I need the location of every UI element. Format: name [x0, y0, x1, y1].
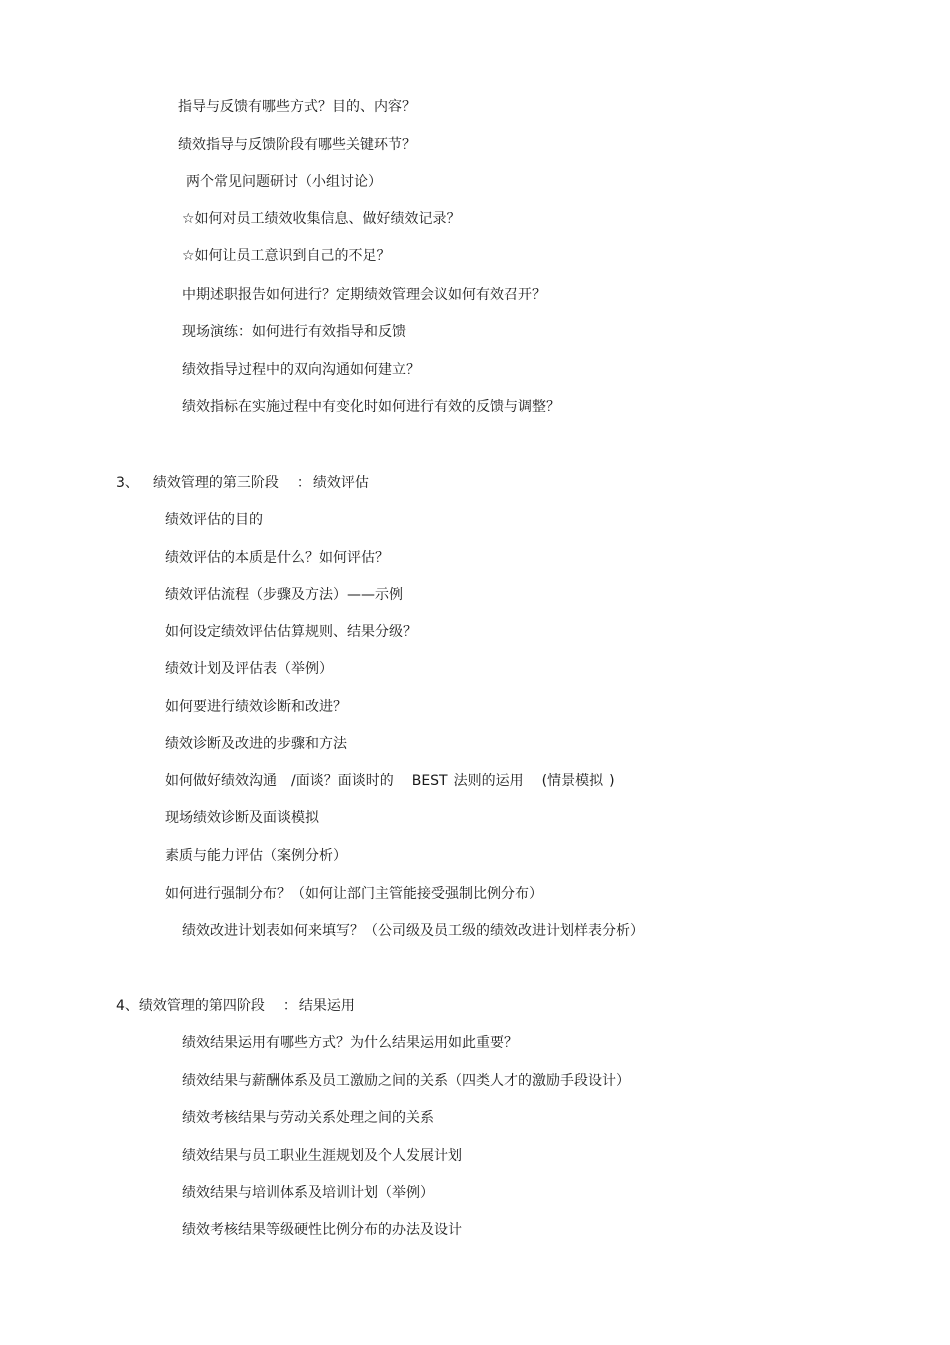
section-4-heading	[116, 996, 355, 1016]
section-number: 3、	[116, 475, 139, 491]
list-item: 绩效诊断及改进的步骤和方法	[165, 736, 347, 752]
list-item: 绩效评估流程（步骤及方法）——示例	[165, 587, 403, 603]
list-item: 中期述职报告如何进行？定期绩效管理会议如何有效召开？	[182, 287, 546, 303]
list-item: 如何要进行绩效诊断和改进？	[165, 699, 347, 715]
best-part-3: BEST	[411, 773, 448, 789]
list-item: 绩效考核结果与劳动关系处理之间的关系	[182, 1110, 434, 1126]
section-title: 绩效管理的第三阶段	[152, 475, 279, 491]
section-subtitle: 结果运用	[298, 998, 355, 1014]
list-item: 绩效结果与培训体系及培训计划（举例）	[182, 1185, 434, 1201]
section-number: 4、	[116, 998, 139, 1014]
list-item: ☆如何对员工绩效收集信息、做好绩效记录？	[182, 211, 461, 227]
list-item: 两个常见问题研讨（小组讨论）	[186, 174, 382, 190]
list-item-best	[165, 771, 615, 791]
best-part-6: )	[609, 773, 615, 789]
list-item: 指导与反馈有哪些方式？目的、内容？	[178, 99, 416, 115]
section-colon: ：	[282, 998, 297, 1014]
list-item: 绩效指标在实施过程中有变化时如何进行有效的反馈与调整？	[182, 399, 560, 415]
section-subtitle: 绩效评估	[312, 475, 369, 491]
list-item: 如何设定绩效评估估算规则、结果分级？	[165, 624, 417, 640]
section-colon: ：	[296, 475, 311, 491]
list-item: 绩效结果运用有哪些方式？为什么结果运用如此重要？	[182, 1035, 518, 1051]
best-part-5: (情景模拟	[541, 773, 604, 789]
list-item: 如何进行强制分布？（如何让部门主管能接受强制比例分布）	[165, 886, 543, 902]
list-item: ☆如何让员工意识到自己的不足？	[182, 248, 391, 264]
list-item: 绩效考核结果等级硬性比例分布的办法及设计	[182, 1222, 462, 1238]
list-item: 素质与能力评估（案例分析）	[165, 848, 347, 864]
best-part-4: 法则的运用	[453, 773, 524, 789]
section-3-heading	[116, 473, 369, 493]
list-item: 现场绩效诊断及面谈模拟	[165, 810, 319, 826]
best-part-1: 如何做好绩效沟通	[165, 773, 277, 789]
list-item: 绩效评估的本质是什么？如何评估？	[165, 550, 389, 566]
list-item: 绩效结果与员工职业生涯规划及个人发展计划	[182, 1148, 462, 1164]
section-title: 绩效管理的第四阶段	[138, 998, 265, 1014]
list-item: 绩效指导过程中的双向沟通如何建立？	[182, 362, 420, 378]
list-item: 绩效结果与薪酬体系及员工激励之间的关系（四类人才的激励手段设计）	[182, 1073, 630, 1089]
best-part-2: /面谈？面谈时的	[291, 773, 394, 789]
list-item: 现场演练：如何进行有效指导和反馈	[182, 324, 406, 340]
list-item: 绩效计划及评估表（举例）	[165, 661, 333, 677]
list-item: 绩效评估的目的	[165, 512, 263, 528]
list-item: 绩效改进计划表如何来填写？（公司级及员工级的绩效改进计划样表分析）	[182, 923, 644, 939]
list-item: 绩效指导与反馈阶段有哪些关键环节？	[178, 137, 416, 153]
